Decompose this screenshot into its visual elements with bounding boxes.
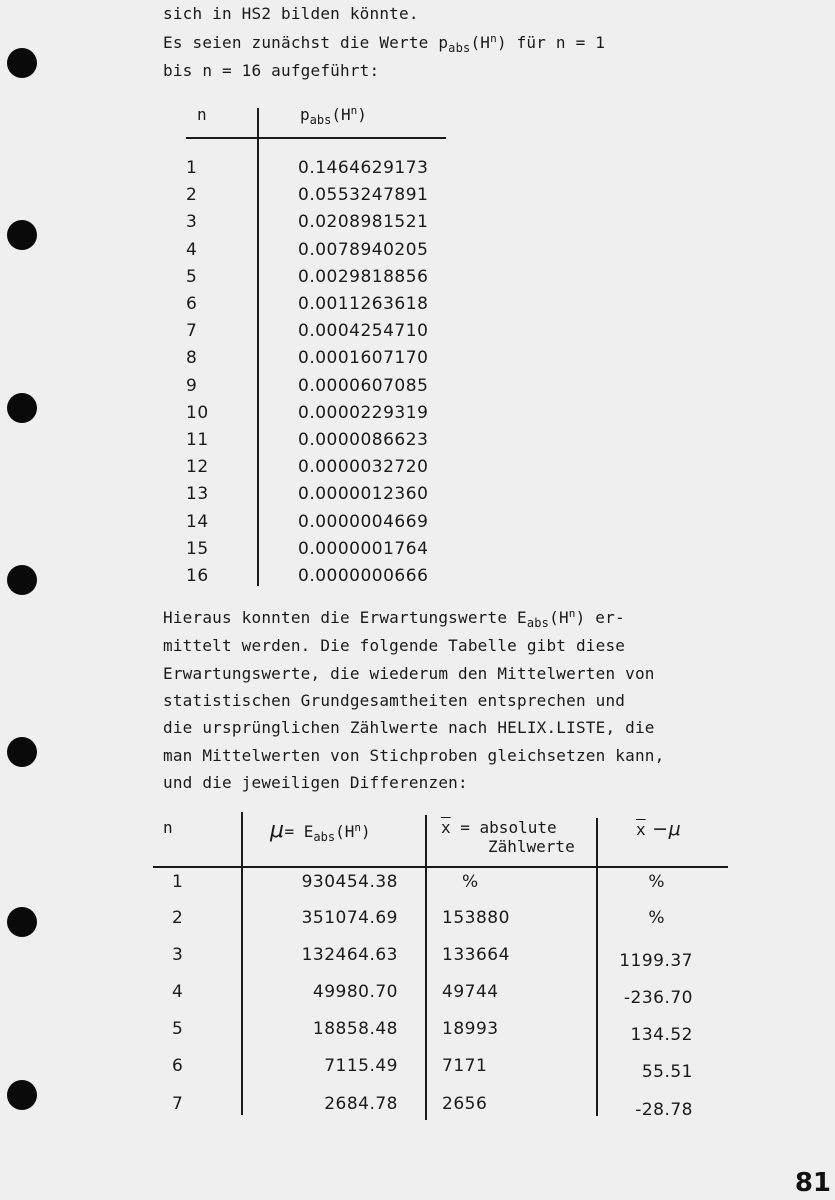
table1-cell-p: 0.0000086623 — [298, 430, 429, 450]
table2-header-rule — [153, 866, 728, 868]
table2-cell-x: % — [462, 872, 479, 892]
table2-cell-diff: 1199.37 — [619, 951, 693, 971]
binder-hole — [7, 737, 37, 767]
intro-line-2-text: Es seien zunächst die Werte p — [163, 33, 449, 52]
table1-header-p-open: (H — [331, 105, 351, 124]
table2-cell-mu: 132464.63 — [301, 945, 398, 965]
para-line-3: Erwartungswerte, die wiederum den Mittelwerten von — [163, 664, 655, 683]
table2-header-x — [441, 818, 575, 856]
table1-header-p-sup: n — [350, 104, 358, 117]
table2-header-mu-eq: = E — [284, 822, 314, 841]
intro-line-3: bis n = 16 aufgeführt: — [163, 61, 380, 80]
table2-cell-n: 5 — [172, 1019, 184, 1039]
para-line-4: statistischen Grundgesamtheiten entsprechen und — [163, 691, 626, 710]
table2-column-rule-2 — [425, 815, 427, 1120]
table2-cell-x: 18993 — [442, 1019, 499, 1039]
binder-hole — [7, 565, 37, 595]
table2-column-rule-3 — [596, 818, 598, 1116]
table1-cell-p: 0.0029818856 — [298, 266, 429, 287]
table1-cell-p: 0.0000012360 — [298, 484, 429, 505]
table1-cell-p: 0.0000004669 — [298, 511, 429, 532]
table1-header-n: n — [197, 105, 207, 124]
intro-paren: (H — [470, 33, 491, 52]
table1-cell-p: 0.0004254710 — [298, 321, 429, 342]
binder-hole — [7, 48, 37, 78]
para-line-7: und die jeweiligen Differenzen: — [163, 773, 468, 792]
table2-cell-mu: 930454.38 — [301, 872, 398, 892]
para-line-1 — [163, 607, 625, 630]
table2-cell-x: 7171 — [442, 1056, 488, 1076]
table2-header-diff — [636, 818, 681, 840]
table1-header-p-main: p — [300, 105, 310, 124]
para-line-6: man Mittelwerten von Stichproben gleichsetzen kann, — [163, 746, 665, 765]
table2-cell-n: 3 — [172, 945, 184, 965]
table1-cell-n: 12 — [186, 457, 209, 478]
table1-cell-p: 0.1464629173 — [298, 158, 429, 178]
para-open: (H — [549, 608, 569, 627]
table2-cell-mu: 49980.70 — [312, 982, 398, 1002]
table2-cell-mu: 18858.48 — [312, 1019, 398, 1039]
table2-header-x-text2: Zählwerte — [488, 837, 575, 856]
binder-hole — [7, 907, 37, 937]
table2-cell-diff: % — [648, 908, 665, 928]
table1-column-rule — [257, 108, 259, 586]
table2-header-mu-sub: abs — [313, 830, 336, 844]
table2-cell-x: 2656 — [442, 1094, 488, 1114]
table1-header-rule — [186, 137, 446, 139]
table2-header-mu-sup: n — [354, 821, 361, 834]
intro-sup: n — [490, 32, 497, 45]
table1-cell-n: 8 — [186, 348, 198, 369]
table2-header-mu-open: (H — [335, 822, 355, 841]
table1-cell-n: 13 — [186, 484, 209, 505]
table2-cell-x: 153880 — [442, 908, 510, 928]
intro-sub: abs — [448, 41, 471, 55]
table1-cell-n: 7 — [186, 321, 198, 342]
table1-cell-n: 16 — [186, 566, 209, 586]
table2-cell-n: 6 — [172, 1056, 184, 1076]
para-line-2: mittelt werden. Die folgende Tabelle gibt diese — [163, 636, 626, 655]
table2-cell-mu: 2684.78 — [324, 1094, 398, 1114]
para-line-1-rest: ) er- — [575, 608, 625, 627]
table1-cell-p: 0.0553247891 — [298, 185, 429, 206]
intro-line-2 — [163, 32, 606, 55]
para-sup: n — [568, 607, 576, 620]
table2-cell-diff: % — [648, 872, 665, 892]
table1-header-p-close: ) — [357, 105, 367, 124]
binder-hole — [7, 393, 37, 423]
table1-cell-n: 10 — [186, 402, 209, 423]
table1-cell-n: 2 — [186, 185, 198, 206]
table1-cell-p: 0.0000607085 — [298, 375, 429, 396]
para-sub: abs — [526, 616, 550, 630]
table2-cell-x: 133664 — [442, 945, 510, 965]
table2-cell-n: 7 — [172, 1094, 184, 1114]
table1-cell-p: 0.0078940205 — [298, 239, 429, 260]
binder-hole — [7, 220, 37, 250]
table1-cell-p: 0.0208981521 — [298, 212, 429, 233]
table1-cell-n: 6 — [186, 294, 198, 314]
table2-header-diff-rest: −μ — [645, 818, 682, 840]
table1-cell-p: 0.0000032720 — [298, 457, 429, 478]
table1-cell-n: 1 — [186, 158, 198, 178]
table1-cell-p: 0.0000001764 — [298, 538, 429, 559]
table1-cell-n: 5 — [186, 266, 198, 287]
table1-cell-n: 3 — [186, 212, 198, 233]
intro-line-1: sich in HS2 bilden könnte. — [163, 4, 419, 23]
table2-header-mu-symbol: μ — [270, 818, 285, 843]
para-line-5: die ursprünglichen Zählwerte nach HELIX.LISTE, die — [163, 718, 655, 737]
table1-header-p — [300, 104, 367, 127]
table1-cell-n: 14 — [186, 511, 209, 532]
table2-header-x-symbol: $\overline{x}$ — [441, 818, 451, 837]
table2-cell-diff: 55.51 — [641, 1062, 693, 1082]
table1-cell-n: 4 — [186, 239, 198, 260]
table2-header-mu-close: ) — [360, 822, 371, 841]
table2-header-x-text1: = absolute — [450, 818, 557, 837]
table2-cell-diff: 134.52 — [630, 1025, 693, 1045]
table1-cell-n: 11 — [186, 430, 209, 450]
table2-header-n: n — [163, 818, 173, 837]
table2-cell-mu: 351074.69 — [301, 908, 398, 928]
table1-cell-n: 9 — [186, 375, 198, 396]
table2-cell-x: 49744 — [442, 982, 499, 1002]
table1-cell-n: 15 — [186, 538, 209, 559]
table1-cell-p: 0.0000229319 — [298, 402, 429, 423]
page-number: 81 — [794, 1168, 831, 1198]
table2-cell-diff: -236.70 — [623, 988, 693, 1008]
table2-cell-diff: -28.78 — [635, 1100, 693, 1120]
binder-hole — [7, 1080, 37, 1110]
table1-header-p-sub: abs — [309, 113, 332, 127]
table2-cell-n: 2 — [172, 908, 184, 928]
table2-cell-mu: 7115.49 — [324, 1056, 398, 1076]
intro-line-2-rest: ) für n = 1 — [496, 33, 606, 52]
table2-header-mu — [270, 818, 371, 843]
table1-cell-p: 0.0001607170 — [298, 348, 429, 369]
para-line-1-text: Hieraus konnten die Erwartungswerte E — [163, 608, 527, 627]
table2-cell-n: 4 — [172, 982, 184, 1002]
table2-column-rule-1 — [241, 812, 243, 1115]
table1-cell-p: 0.0011263618 — [298, 294, 429, 314]
table1-cell-p: 0.0000000666 — [298, 566, 429, 586]
table2-header-diff-x: $\overline{x}$ — [636, 820, 646, 839]
table2-cell-n: 1 — [172, 872, 184, 892]
